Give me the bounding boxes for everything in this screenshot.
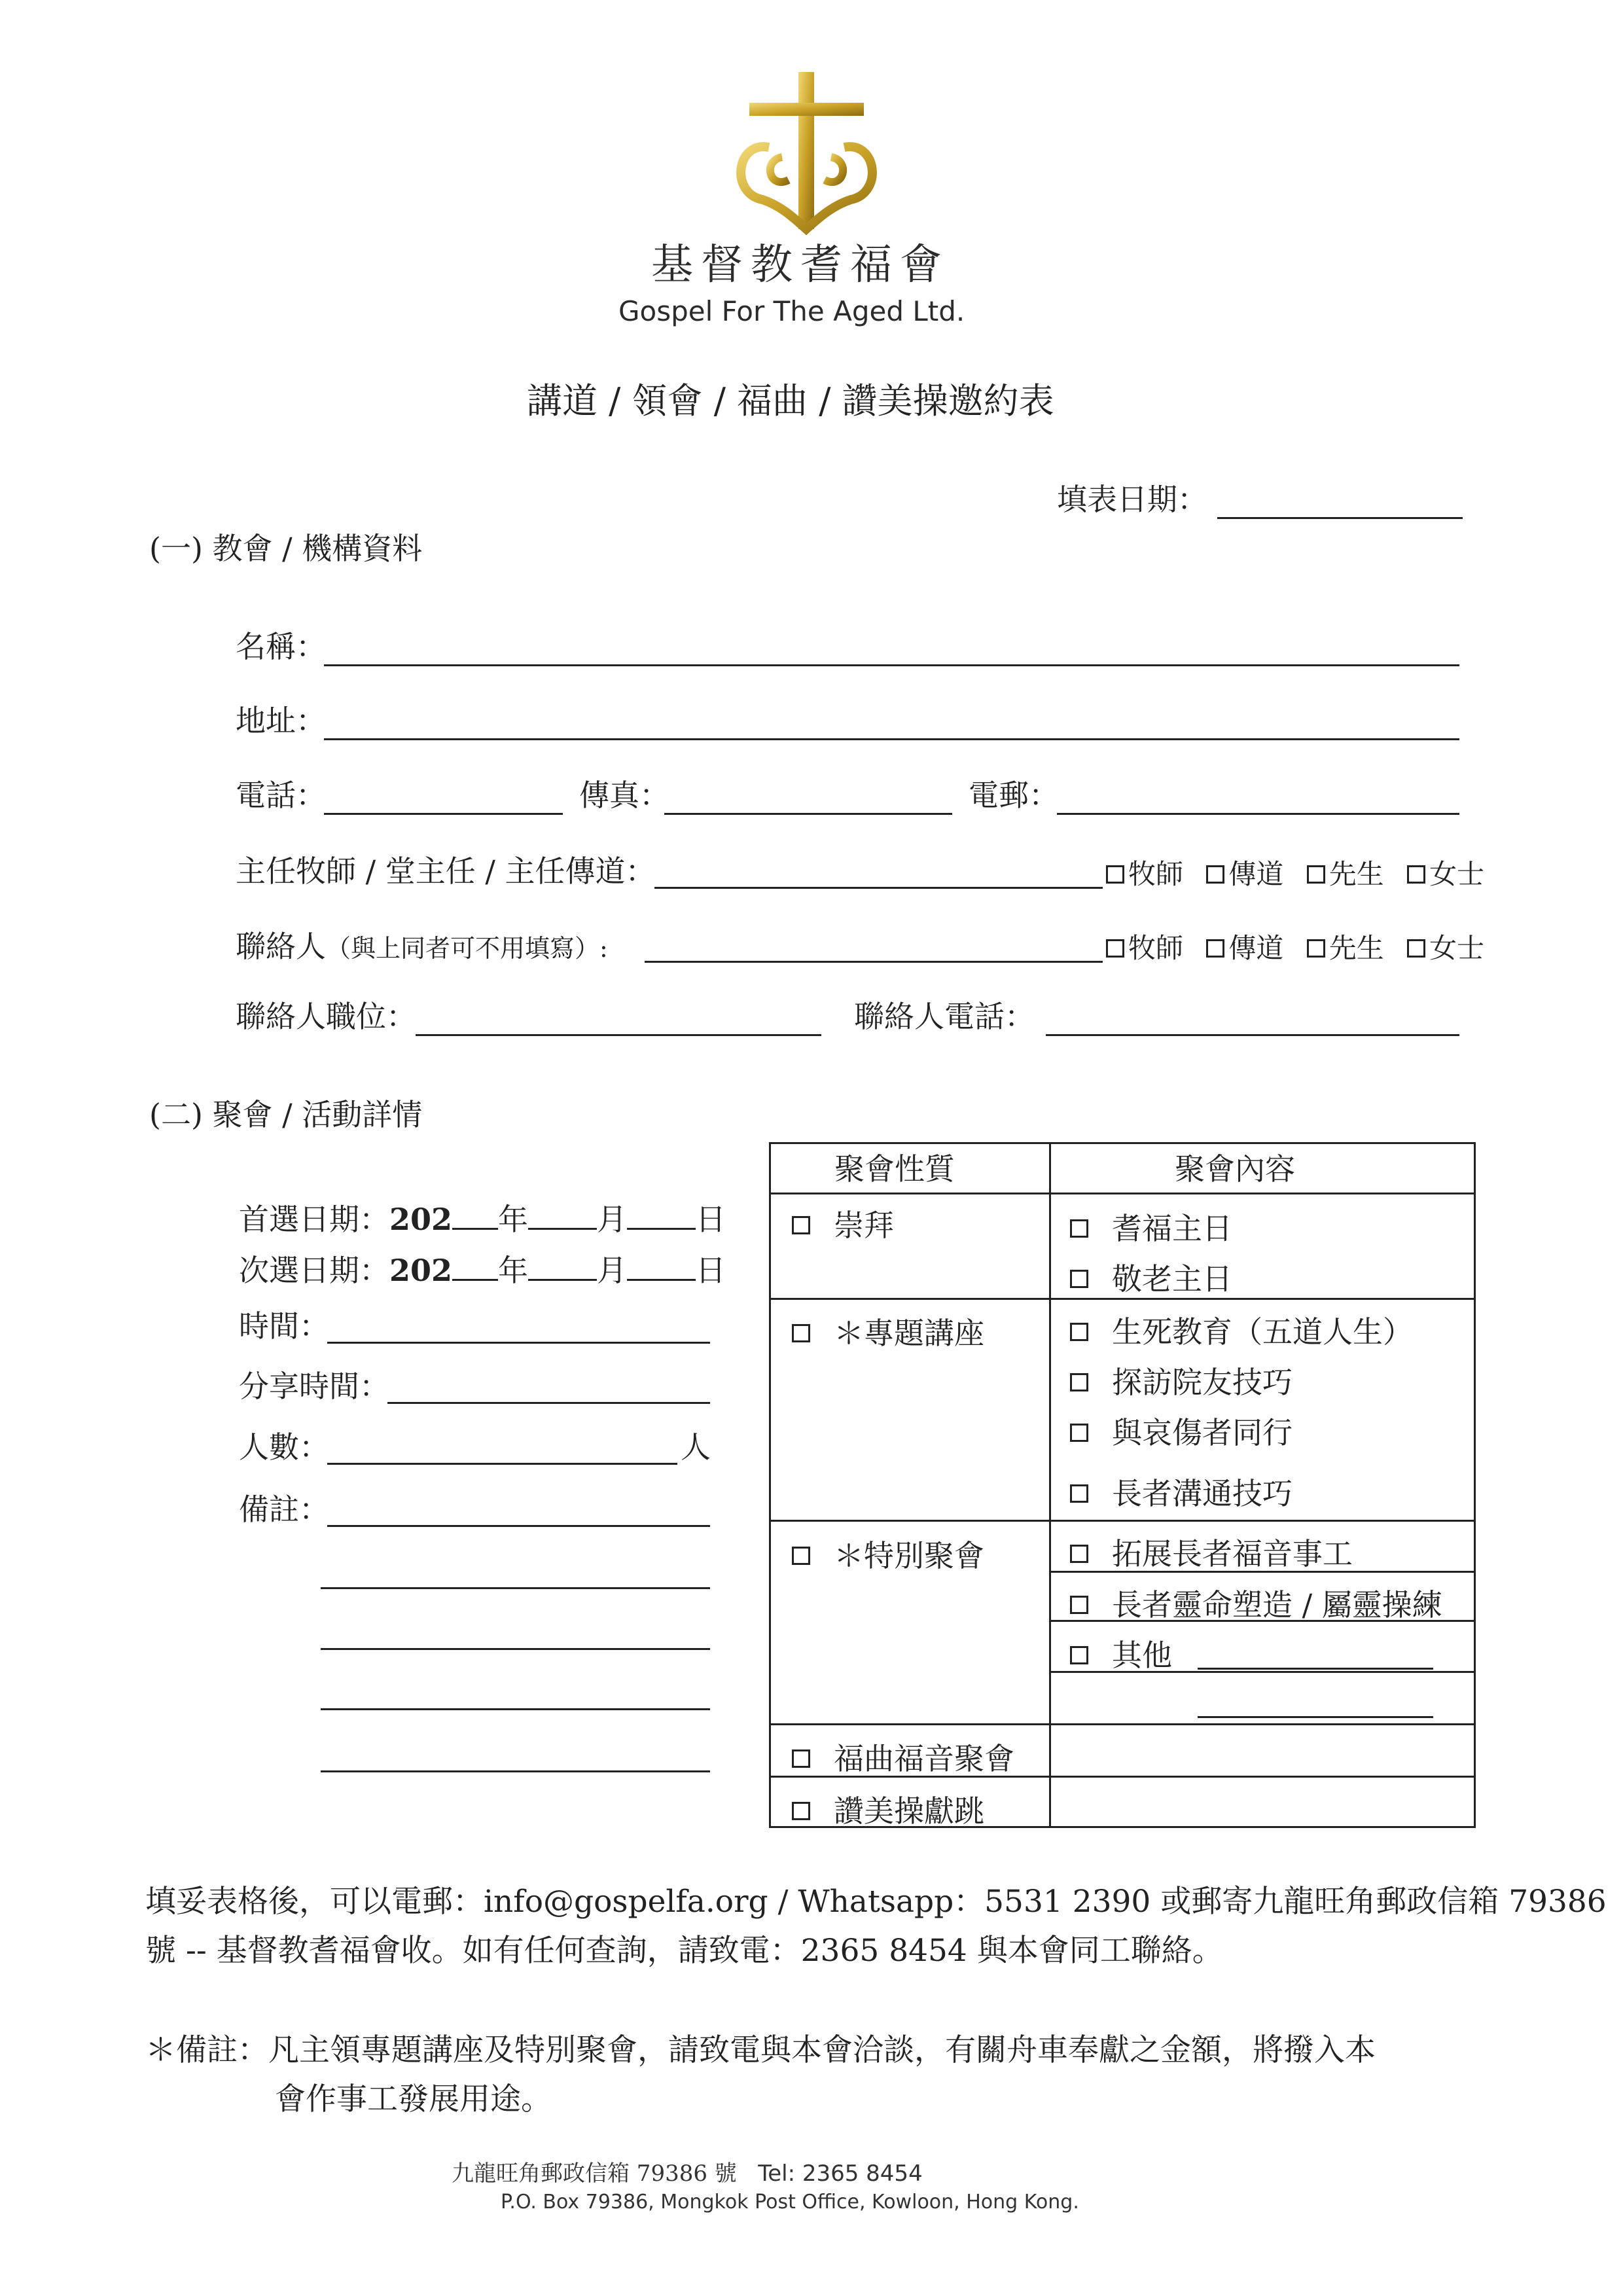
contact-label: 聯絡人（與上同者可不用填寫）:	[236, 929, 608, 964]
people-field[interactable]	[327, 1463, 677, 1465]
option-life-death-education[interactable]: 生死教育（五道人生）	[1070, 1311, 1413, 1350]
option-lecture[interactable]: ＊專題講座	[792, 1312, 984, 1352]
option-elderly-gospel-ministry[interactable]: 拓展長者福音事工	[1070, 1533, 1353, 1572]
option-visiting-skills[interactable]: 探訪院友技巧	[1070, 1361, 1293, 1401]
contact-title-pastor[interactable]: 牧師	[1106, 930, 1183, 962]
remarks-field-2[interactable]	[321, 1587, 710, 1589]
time-field[interactable]	[327, 1342, 710, 1344]
first-date-row: 首選日期：202 年 月 日	[239, 1202, 726, 1237]
contact-title-preacher[interactable]: 傳道	[1206, 930, 1283, 962]
share-time-field[interactable]	[387, 1402, 710, 1404]
pastor-title-ms[interactable]: 女士	[1407, 856, 1484, 888]
org-name-en: Gospel For The Aged Ltd.	[618, 295, 965, 327]
footer-address-en: P.O. Box 79386, Mongkok Post Office, Kowloon, Hong Kong.	[501, 2191, 1079, 2214]
contact-phone-field[interactable]	[1046, 1034, 1459, 1036]
option-other[interactable]: 其他	[1070, 1634, 1172, 1674]
pastor-field[interactable]	[654, 887, 1103, 889]
second-date-row: 次選日期：202 年 月 日	[239, 1253, 726, 1288]
people-unit: 人	[681, 1429, 711, 1465]
option-grief-companion[interactable]: 與哀傷者同行	[1070, 1412, 1293, 1451]
fax-field[interactable]	[664, 813, 952, 815]
name-label: 名稱：	[236, 629, 326, 664]
share-time-label: 分享時間：	[239, 1369, 389, 1404]
first-day-field[interactable]	[627, 1202, 696, 1230]
other-field-2[interactable]	[1198, 1716, 1433, 1718]
time-label: 時間：	[239, 1308, 329, 1344]
option-worship[interactable]: 崇拜	[792, 1204, 894, 1244]
form-title: 講道 / 領會 / 福曲 / 讚美操邀約表	[527, 380, 1054, 422]
section2-title: (二) 聚會 / 活動詳情	[149, 1097, 423, 1132]
pastor-title-mr[interactable]: 先生	[1307, 856, 1384, 888]
first-month-field[interactable]	[528, 1202, 597, 1230]
org-name-zh: 基督教耆福會	[651, 241, 950, 289]
contact-title-mr[interactable]: 先生	[1307, 930, 1384, 962]
second-day-field[interactable]	[627, 1253, 696, 1281]
option-gfa-sunday[interactable]: 耆福主日	[1070, 1208, 1232, 1247]
contact-position-field[interactable]	[416, 1034, 821, 1036]
option-elderly-sunday[interactable]: 敬老主日	[1070, 1258, 1232, 1297]
option-praise-dance[interactable]: 讚美操獻跳	[792, 1790, 984, 1829]
option-gospel-song-meeting[interactable]: 福曲福音聚會	[792, 1738, 1014, 1777]
fill-date-label: 填表日期：	[1057, 482, 1207, 517]
instructions-line-2: 號 -- 基督教耆福會收。如有任何查詢，請致電：2365 8454 與本會同工聯絡。	[145, 1933, 1223, 1969]
phone-label: 電話：	[236, 778, 326, 813]
fax-label: 傳真：	[579, 778, 669, 813]
pastor-label: 主任牧師 / 堂主任 / 主任傳道：	[236, 853, 656, 889]
phone-field[interactable]	[324, 813, 563, 815]
option-special-meeting[interactable]: ＊特別聚會	[792, 1535, 984, 1574]
note-line-2: 會作事工發展用途。	[275, 2081, 552, 2117]
email-field[interactable]	[1057, 813, 1459, 815]
footer-address-zh: 九龍旺角郵政信箱 79386 號 Tel: 2365 8454	[452, 2161, 923, 2187]
note-line-1: ＊備註：凡主領專題講座及特別聚會，請致電與本會洽談，有關舟車奉獻之金額，將撥入本	[145, 2032, 1376, 2068]
contact-title-ms[interactable]: 女士	[1407, 930, 1484, 962]
name-field[interactable]	[324, 664, 1459, 666]
email-label: 電郵：	[969, 778, 1059, 813]
address-field[interactable]	[324, 738, 1459, 740]
remarks-field-4[interactable]	[321, 1708, 710, 1710]
contact-position-label: 聯絡人職位：	[236, 999, 416, 1034]
people-label: 人數：	[239, 1429, 329, 1465]
table-header-nature: 聚會性質	[834, 1151, 955, 1187]
option-spiritual-formation[interactable]: 長者靈命塑造 / 屬靈操練	[1070, 1584, 1442, 1623]
pastor-title-options	[1106, 854, 1484, 893]
pastor-title-pastor[interactable]: 牧師	[1106, 856, 1183, 888]
instructions-line-1: 填妥表格後，可以電郵：info@gospelfa.org / Whatsapp：5531 2390 或郵寄九龍旺角郵政信箱 79386	[145, 1884, 1607, 1920]
address-label: 地址：	[236, 703, 326, 738]
contact-field[interactable]	[645, 961, 1103, 963]
first-year-field[interactable]	[452, 1202, 498, 1230]
fill-date-field[interactable]	[1217, 517, 1463, 519]
contact-title-options	[1106, 928, 1484, 967]
table-header-content: 聚會內容	[1175, 1151, 1295, 1187]
remarks-field-1[interactable]	[327, 1525, 710, 1527]
remarks-field-3[interactable]	[321, 1648, 710, 1650]
second-year-field[interactable]	[452, 1253, 498, 1281]
remarks-label: 備註：	[239, 1492, 329, 1527]
logo-icon	[723, 69, 893, 236]
option-elderly-communication[interactable]: 長者溝通技巧	[1070, 1473, 1293, 1512]
remarks-field-5[interactable]	[321, 1770, 710, 1772]
other-field-1[interactable]	[1198, 1668, 1433, 1670]
contact-phone-label: 聯絡人電話：	[854, 999, 1035, 1034]
pastor-title-preacher[interactable]: 傳道	[1206, 856, 1283, 888]
second-month-field[interactable]	[528, 1253, 597, 1281]
section1-title: (一) 教會 / 機構資料	[149, 531, 423, 566]
